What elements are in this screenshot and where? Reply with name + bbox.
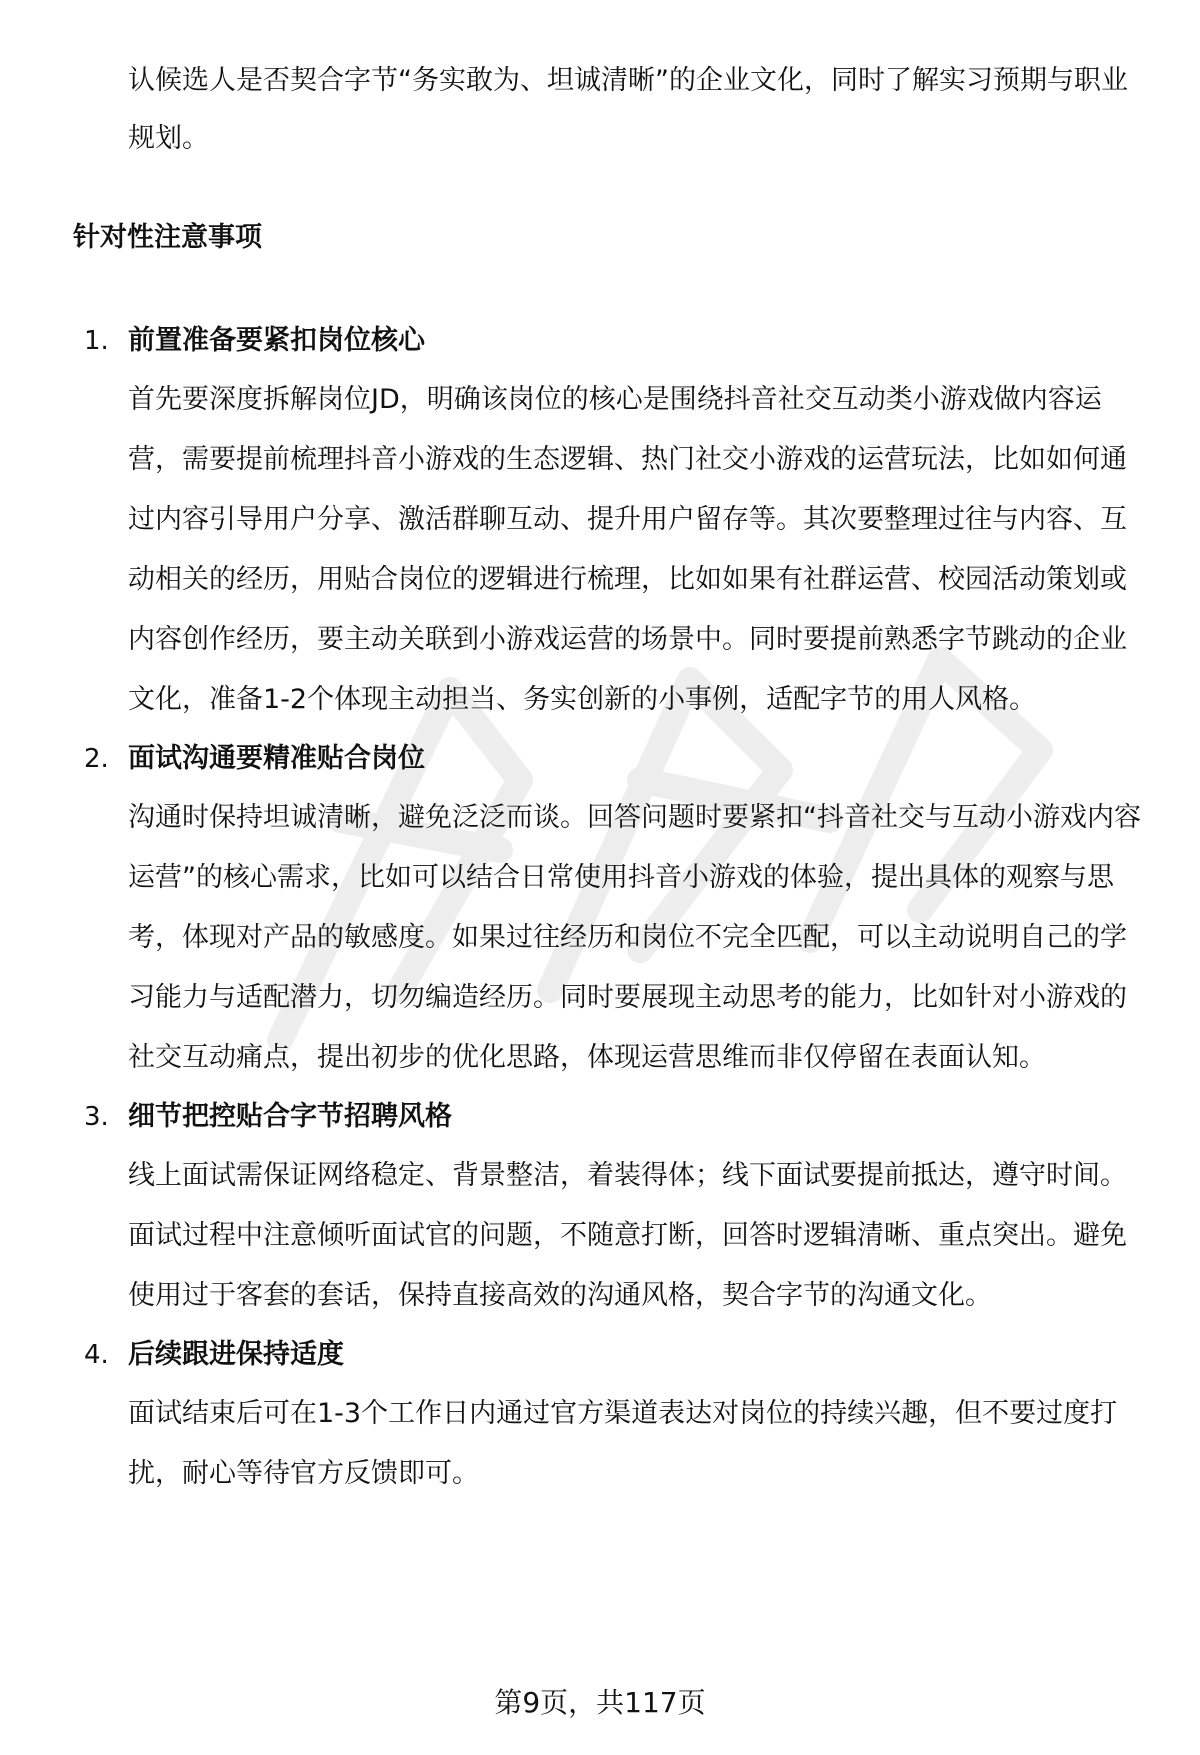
- page-number: 第9页，共117页: [494, 1686, 706, 1719]
- notes-list: [0, 312, 1200, 1504]
- item-title: 面试沟通要精准贴合岗位: [128, 743, 425, 774]
- item-number: 4.: [84, 1340, 109, 1370]
- section-heading: 针对性注意事项: [73, 222, 262, 253]
- item-body: 面试结束后可在1-3个工作日内通过官方渠道表达对岗位的持续兴趣，但不要过度打扰，耐心等待官方反馈即可。: [128, 1398, 1118, 1489]
- item-title: 前置准备要紧扣岗位核心: [128, 325, 425, 356]
- list-item: [0, 730, 1200, 1088]
- item-body: 首先要深度拆解岗位JD，明确该岗位的核心是围绕抖音社交互动类小游戏做内容运营，需要提前梳理抖音小游戏的生态逻辑、热门社交小游戏的运营玩法，比如如何通过内容引导用户分享、激活群聊互动、提升用户留存等。其次要整理过往与内容、互动相关的经历，用贴合岗位的逻辑进行梳理，比如如果有社群运营、校园活动策划或内容创作经历，要主动关联到小游戏运营的场景中。同时要提前熟悉字节跳动的企业文化，准备1-2个体现主动担当、务实创新的小事例，适配字节的用人风格。: [128, 384, 1127, 715]
- item-title: 后续跟进保持适度: [128, 1339, 344, 1370]
- item-number: 3.: [84, 1102, 109, 1132]
- list-item: [0, 1088, 1200, 1326]
- item-title: 细节把控贴合字节招聘风格: [128, 1101, 452, 1132]
- item-body: 沟通时保持坦诚清晰，避免泛泛而谈。回答问题时要紧扣“抖音社交与互动小游戏内容运营”的核心需求，比如可以结合日常使用抖音小游戏的体验，提出具体的观察与思考，体现对产品的敏感度。如果过往经历和岗位不完全匹配，可以主动说明自己的学习能力与适配潜力，切勿编造经历。同时要展现主动思考的能力，比如针对小游戏的社交互动痛点，提出初步的优化思路，体现运营思维而非仅停留在表面认知。: [128, 802, 1141, 1073]
- item-number: 1.: [84, 326, 109, 356]
- item-body: 线上面试需保证网络稳定、背景整洁，着装得体；线下面试要提前抵达，遵守时间。面试过程中注意倾听面试官的问题，不随意打断，回答时逻辑清晰、重点突出。避免使用过于客套的套话，保持直接高效的沟通风格，契合字节的沟通文化。: [128, 1160, 1127, 1311]
- list-item: [0, 312, 1200, 730]
- intro-paragraph: 认候选人是否契合字节“务实敢为、坦诚清晰”的企业文化，同时了解实习预期与职业规划。: [128, 65, 1128, 154]
- item-number: 2.: [84, 744, 109, 774]
- list-item: [0, 1326, 1200, 1504]
